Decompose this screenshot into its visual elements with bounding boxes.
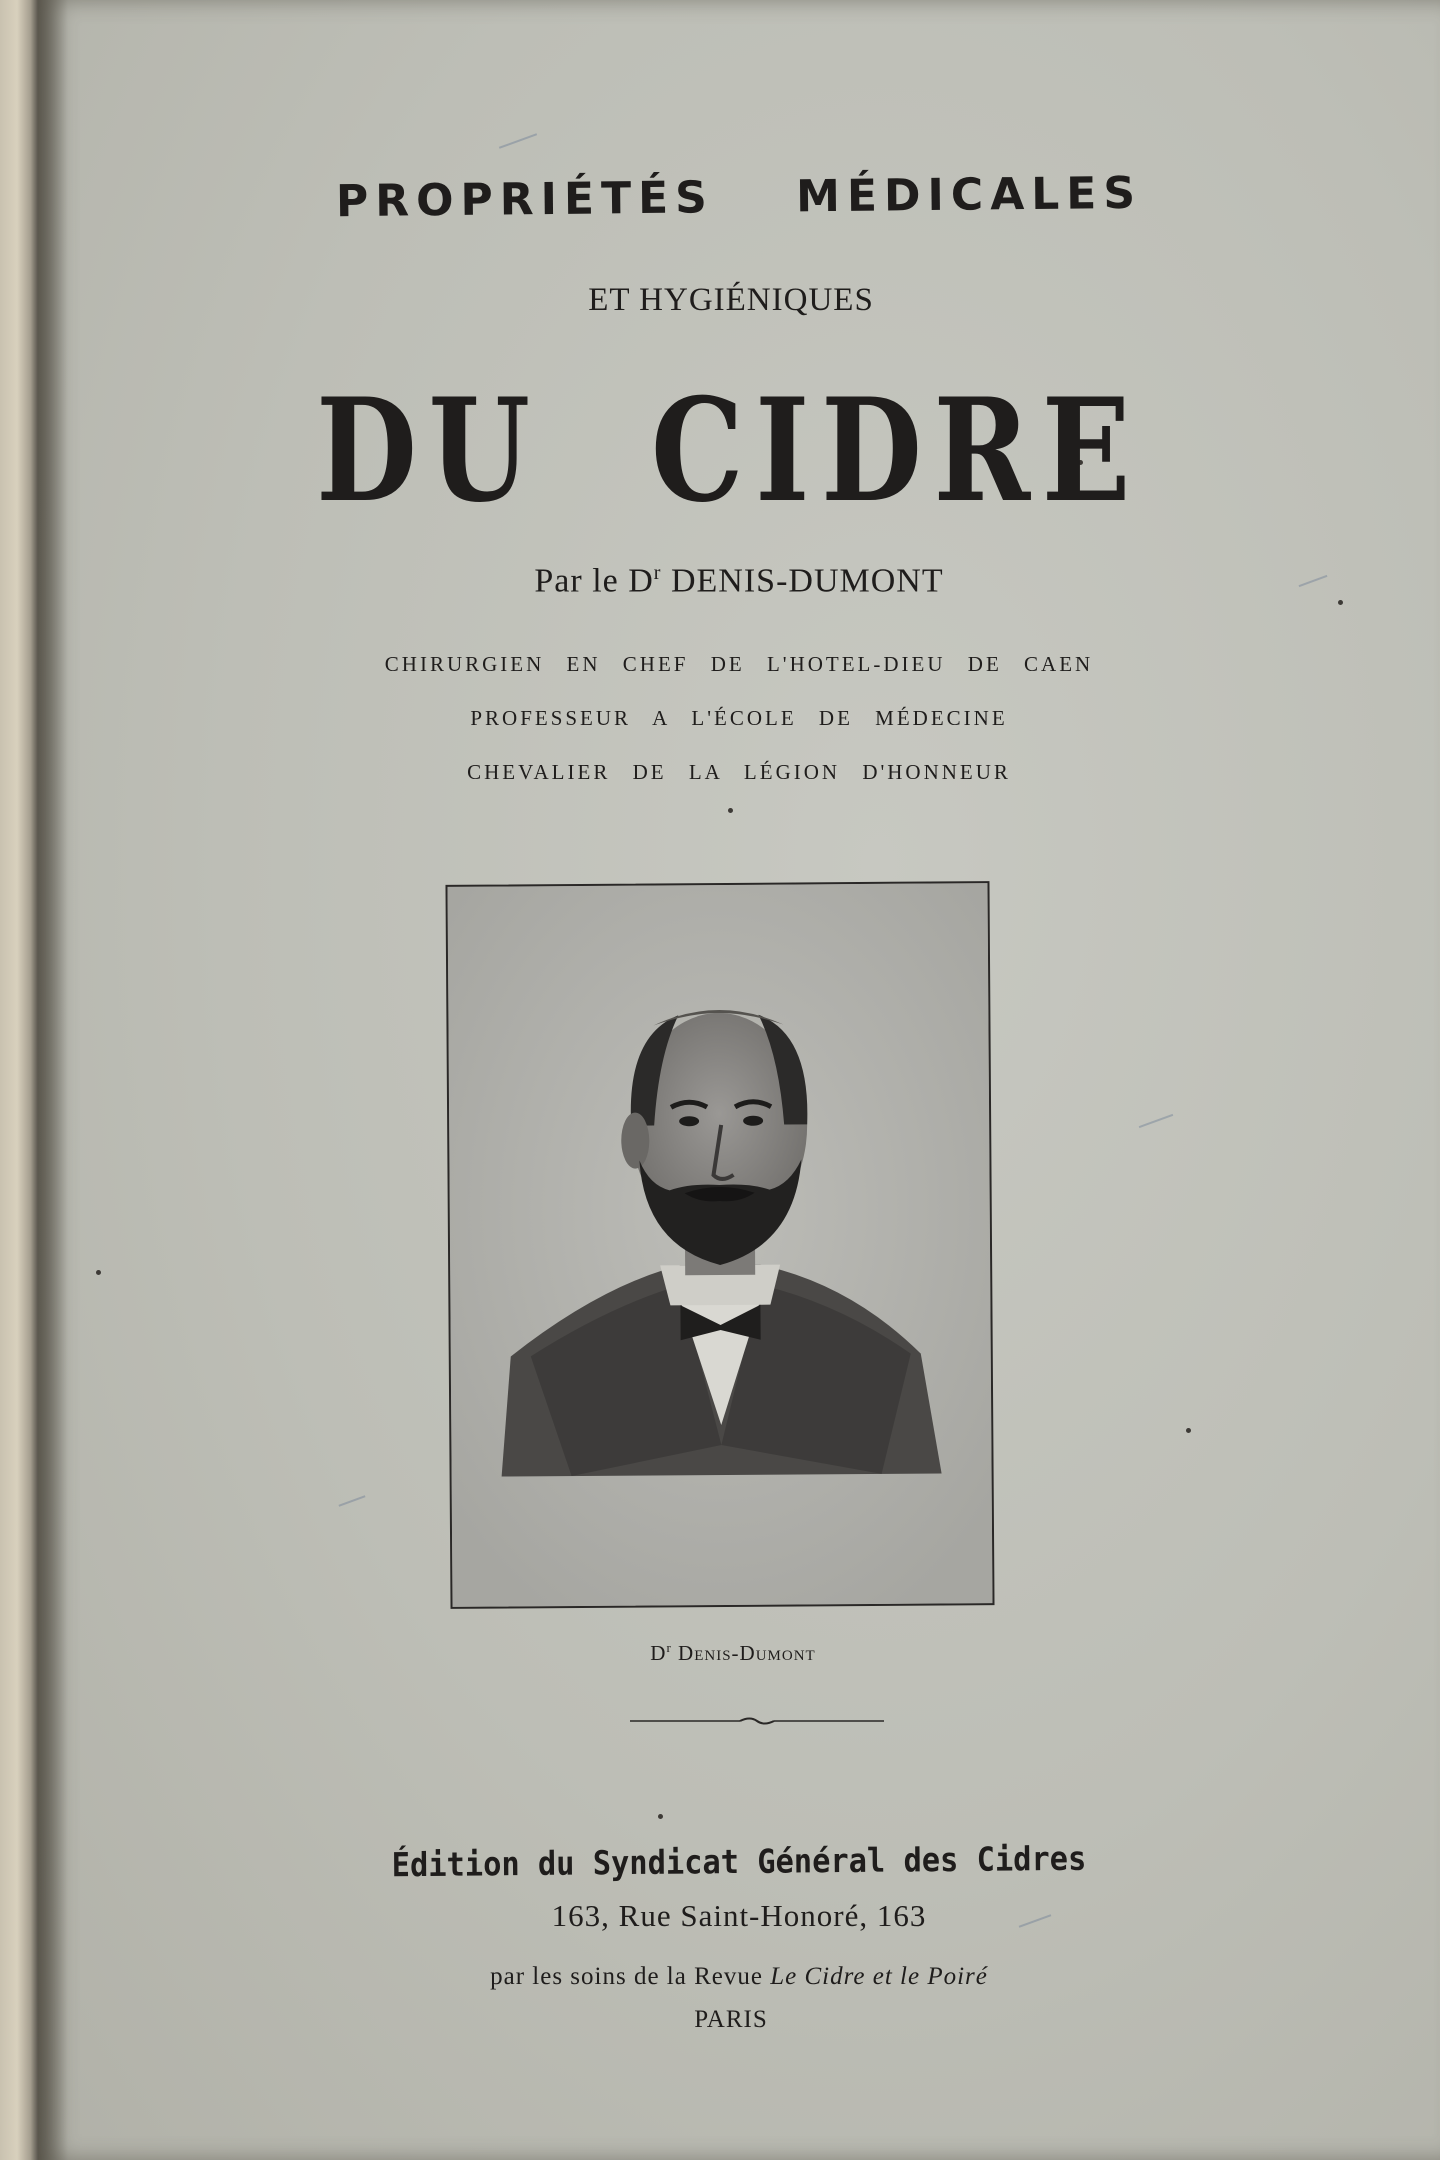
ornament-rule bbox=[630, 1716, 884, 1726]
paper-speck bbox=[658, 1814, 663, 1819]
care-of-line bbox=[38, 1963, 1440, 1991]
title-line-1: PROPRIÉTÉS MÉDICALES bbox=[335, 167, 1143, 228]
caption-name: Denis-Dumont bbox=[678, 1641, 816, 1665]
book-spine-edge bbox=[0, 0, 38, 2160]
paper-speck bbox=[728, 808, 733, 813]
publisher-line: Édition du Syndicat Général des Cidres bbox=[391, 1838, 1087, 1885]
portrait-engraving bbox=[447, 883, 992, 1607]
author-name: DENIS-DUMONT bbox=[670, 562, 944, 600]
portrait-caption bbox=[32, 1640, 1434, 1666]
title-page bbox=[38, 0, 1440, 2160]
paper-fiber bbox=[499, 133, 537, 149]
author-prefix: Par le D bbox=[534, 562, 654, 600]
author-line bbox=[38, 562, 1440, 600]
credential-line: PROFESSEUR A L'ÉCOLE DE MÉDECINE bbox=[470, 706, 1008, 730]
title-line-2: ET HYGIÉNIQUES bbox=[588, 282, 874, 318]
caption-prefix: D bbox=[650, 1641, 667, 1665]
main-title: DU CIDRE bbox=[316, 368, 1142, 534]
paper-fiber bbox=[1139, 1114, 1174, 1128]
address-line: 163, Rue Saint-Honoré, 163 bbox=[551, 1898, 927, 1933]
care-of-prefix: par les soins de la Revue bbox=[490, 1963, 763, 1990]
author-prefix-superscript: r bbox=[653, 562, 662, 584]
paper-speck bbox=[1338, 600, 1343, 605]
credential-line: CHEVALIER DE LA LÉGION D'HONNEUR bbox=[467, 760, 1011, 784]
city-line: PARIS bbox=[694, 2006, 768, 2033]
author-portrait bbox=[445, 881, 994, 1609]
caption-prefix-superscript: r bbox=[666, 1640, 672, 1655]
page-gutter-shadow bbox=[38, 0, 68, 2160]
credential-line: CHIRURGIEN EN CHEF DE L'HOTEL-DIEU DE CAEN bbox=[384, 652, 1094, 676]
paper-fiber bbox=[339, 1495, 366, 1506]
paper-speck bbox=[1186, 1428, 1191, 1433]
journal-name: Le Cidre et le Poiré bbox=[770, 1963, 988, 1990]
paper-speck bbox=[96, 1270, 101, 1275]
